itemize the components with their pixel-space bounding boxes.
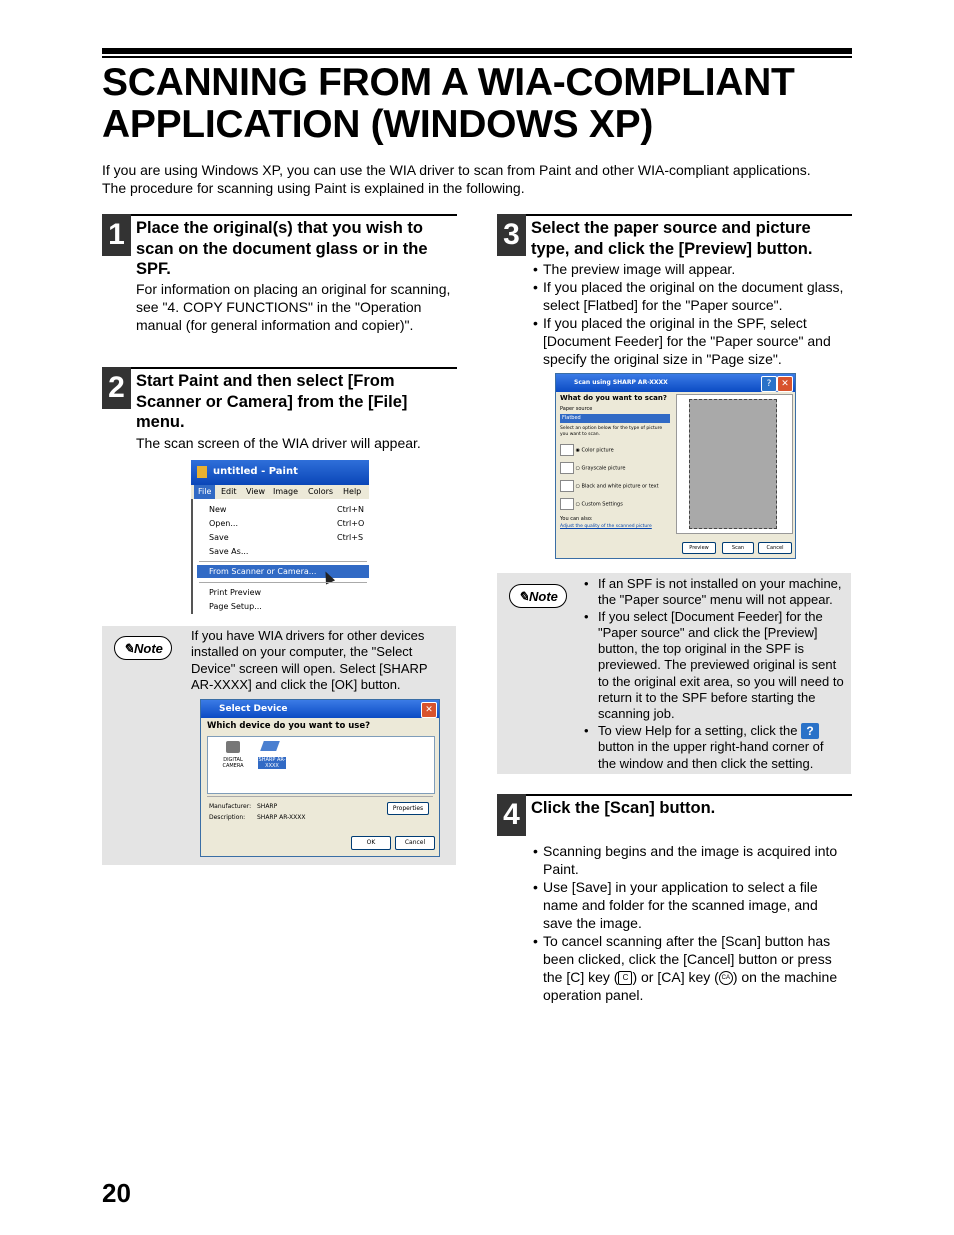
step-number: 4 bbox=[497, 794, 526, 836]
help-icon[interactable]: ? bbox=[761, 376, 777, 392]
note-box-1 bbox=[102, 626, 456, 865]
file-menu-dropdown bbox=[191, 499, 369, 614]
option-color[interactable]: ◉ Color picture bbox=[560, 444, 614, 456]
step-rule bbox=[526, 794, 852, 796]
page-number: 20 bbox=[102, 1178, 131, 1208]
paint-window-title: untitled - Paint bbox=[213, 466, 298, 477]
help-icon: ? bbox=[801, 723, 819, 739]
menu-item-page-setup[interactable]: Page Setup... bbox=[209, 602, 262, 611]
preview-button[interactable]: Preview bbox=[682, 542, 716, 554]
camera-icon bbox=[226, 741, 240, 753]
scan-question: What do you want to scan? bbox=[560, 394, 667, 402]
list-item: • If you placed the original on the document glass, select [Flatbed] for the "Paper source". bbox=[533, 278, 849, 314]
menu-item-save[interactable]: Save Ctrl+S bbox=[209, 533, 364, 542]
step-title: Click the [Scan] button. bbox=[531, 799, 716, 817]
c-key-icon: C bbox=[618, 971, 632, 985]
paint-menubar bbox=[191, 485, 369, 499]
menu-file[interactable]: File bbox=[194, 485, 215, 499]
step-title: Select the paper source and picture type, and click the [Preview] button. bbox=[531, 219, 813, 258]
option-bw[interactable]: ○ Black and white picture or text bbox=[560, 480, 659, 492]
intro-text: If you are using Windows XP, you can use the WIA driver to scan from Paint and other WIA-compliant applications. The procedure for scanning using Paint is explained in the following. bbox=[102, 162, 811, 196]
option-grayscale[interactable]: ○ Grayscale picture bbox=[560, 462, 625, 474]
paint-app-icon bbox=[197, 466, 207, 478]
pencil-icon: ✎ bbox=[518, 589, 529, 604]
paint-file-menu-screenshot bbox=[191, 460, 369, 614]
select-device-question: Which device do you want to use? bbox=[207, 721, 371, 731]
menu-separator bbox=[199, 561, 367, 562]
menu-edit[interactable]: Edit bbox=[221, 487, 237, 496]
menu-view[interactable]: View bbox=[246, 487, 265, 496]
step-2-body: The scan screen of the WIA driver will appear. bbox=[136, 435, 421, 451]
step-title: Start Paint and then select [From Scanner or Camera] from the [File] menu. bbox=[136, 372, 408, 431]
scanner-icon bbox=[260, 741, 280, 751]
note-badge: ✎Note bbox=[114, 636, 172, 660]
menu-item-from-scanner[interactable]: From Scanner or Camera... bbox=[197, 565, 369, 578]
menu-item-save-as[interactable]: Save As... bbox=[209, 547, 249, 556]
note-1-text: If you have WIA drivers for other devices installed on your computer, the "Select Device" screen will open. Select [SHARP AR-XXXX] and click the [OK] button. bbox=[191, 628, 428, 692]
device-list bbox=[207, 736, 435, 794]
ok-button[interactable]: OK bbox=[351, 836, 391, 850]
list-item: • If you select [Document Feeder] for the "Paper source" and click the [Preview] button, the top original in the SPF is previewed. The previewed original is sent to the original exit area, so you will need to return it to the SPF before starting the scanning job. bbox=[584, 609, 844, 723]
select-options-text: Select an option below for the type of picture you want to scan. bbox=[560, 426, 663, 437]
close-icon[interactable]: ✕ bbox=[421, 702, 437, 718]
device-digital-camera[interactable]: DIGITAL CAMERA bbox=[222, 757, 244, 769]
preview-area bbox=[676, 394, 793, 534]
step-number: 2 bbox=[102, 367, 131, 409]
device-info-panel: Manufacturer: SHARP Description: SHARP AR-XXXX Properties bbox=[207, 796, 433, 829]
note-badge: ✎Note bbox=[509, 584, 567, 608]
you-can-also: You can also: bbox=[560, 516, 593, 522]
step-3 bbox=[497, 214, 852, 256]
select-device-screenshot bbox=[200, 699, 440, 857]
cancel-button[interactable]: Cancel bbox=[395, 836, 435, 850]
step-number: 1 bbox=[102, 214, 131, 256]
note-2-text bbox=[584, 576, 844, 772]
scan-dialog-titlebar: Scan using SHARP AR-XXXX bbox=[556, 374, 795, 392]
list-item: • Scanning begins and the image is acquired into Paint. bbox=[533, 842, 851, 878]
menu-separator bbox=[199, 582, 367, 583]
step-number: 3 bbox=[497, 214, 526, 256]
step-1-body: For information on placing an original for scanning, see "4. COPY FUNCTIONS" in the "Operation manual (for general information and copier)". bbox=[136, 281, 451, 333]
header-rule bbox=[102, 48, 852, 54]
list-item: • If you placed the original in the SPF, select [Document Feeder] for the "Paper source" and specify the original size in "Page size". bbox=[533, 314, 849, 368]
menu-item-open[interactable]: Open... Ctrl+O bbox=[209, 519, 365, 528]
list-item: • If an SPF is not installed on your machine, the "Paper source" menu will not appear. bbox=[584, 576, 844, 609]
step-rule bbox=[131, 367, 457, 369]
menu-image[interactable]: Image bbox=[273, 487, 299, 496]
step-title: Place the original(s) that you wish to scan on the document glass or in the SPF. bbox=[136, 219, 428, 278]
note-box-2 bbox=[497, 573, 851, 774]
paper-source-select[interactable]: Flatbed bbox=[560, 414, 670, 423]
preview-image bbox=[689, 399, 777, 529]
list-item: • The preview image will appear. bbox=[533, 260, 849, 278]
header-rule-thin bbox=[102, 56, 852, 58]
ca-key-icon: CA bbox=[719, 971, 733, 985]
list-item: • To cancel scanning after the [Scan] button has been clicked, click the [Cancel] button or press the [C] key ( C ) or [CA] key ( CA ) on the machine operation panel. bbox=[533, 932, 851, 1004]
menu-colors[interactable]: Colors bbox=[308, 487, 334, 496]
select-device-titlebar: Select Device bbox=[201, 700, 439, 718]
menu-help[interactable]: Help bbox=[343, 487, 362, 496]
step-rule bbox=[526, 214, 852, 216]
step-1 bbox=[102, 214, 457, 278]
properties-button[interactable]: Properties bbox=[387, 802, 429, 815]
page-title: SCANNING FROM A WIA-COMPLIANT APPLICATION (WINDOWS XP) bbox=[102, 61, 795, 146]
list-item: • Use [Save] in your application to select a file name and folder for the scanned image, and save the image. bbox=[533, 878, 851, 932]
step-rule bbox=[131, 214, 457, 216]
adjust-quality-link[interactable]: Adjust the quality of the scanned picture bbox=[560, 524, 652, 529]
menu-item-new[interactable]: New Ctrl+N bbox=[209, 505, 364, 514]
step-3-bullets bbox=[533, 260, 849, 368]
option-custom[interactable]: ○ Custom Settings bbox=[560, 498, 623, 510]
scan-button[interactable]: Scan bbox=[722, 542, 754, 554]
close-icon[interactable]: ✕ bbox=[777, 376, 793, 392]
pencil-icon: ✎ bbox=[123, 641, 134, 656]
paint-titlebar bbox=[191, 460, 369, 485]
cancel-button[interactable]: Cancel bbox=[758, 542, 792, 554]
scan-dialog-screenshot bbox=[555, 373, 796, 559]
step-4-bullets bbox=[533, 842, 851, 1004]
list-item: • To view Help for a setting, click the ? button in the upper right-hand corner of the window and then click the setting. bbox=[584, 723, 844, 772]
device-sharp[interactable]: SHARP AR-XXXX bbox=[258, 757, 286, 769]
menu-item-print-preview[interactable]: Print Preview bbox=[209, 588, 262, 597]
step-4 bbox=[497, 794, 852, 836]
step-2 bbox=[102, 367, 457, 431]
paper-source-label: Paper source bbox=[560, 406, 593, 412]
